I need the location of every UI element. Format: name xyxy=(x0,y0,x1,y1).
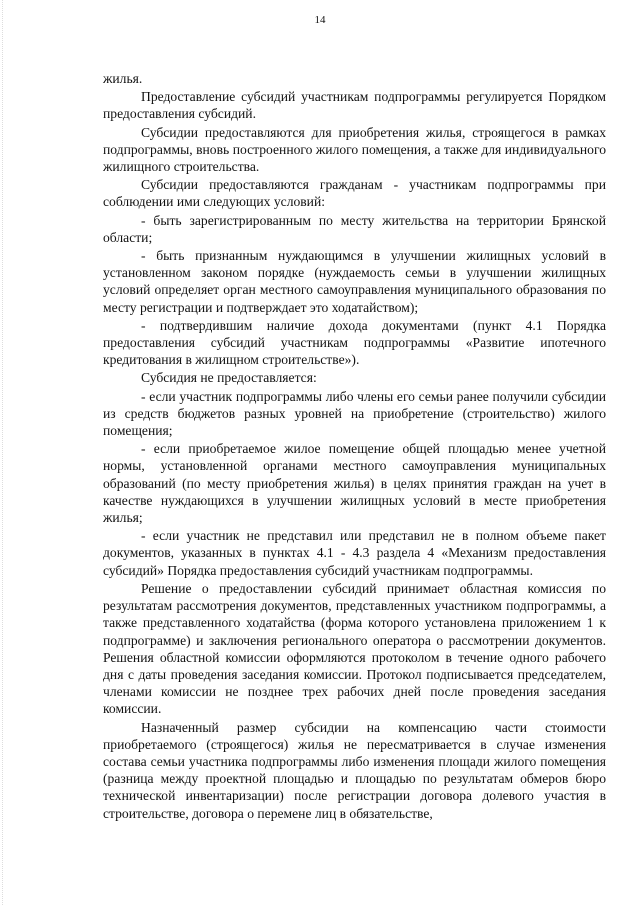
condition-registration: - быть зарегистрированным по месту жительства на территории Брянской области; xyxy=(103,212,606,245)
condition-housing-need: - быть признанным нуждающимся в улучшении жилищных условий в установленном законом порядке (нуждаемость семьи в улучшении жилищных условий определяет орган местного самоуправления муниципального образования по месту регистрации и подтверждает это ходатайством); xyxy=(103,248,606,315)
paragraph-continuation: жилья. xyxy=(103,71,143,86)
exclusion-documents: - если участник не представил или представил не в полном объеме пакет документов, указанных в пунктах 4.1 - 4.3 раздела 4 «Механизм предоставления субсидий» Порядка предоставления субсидий участникам подпрограммы. xyxy=(103,528,606,578)
scan-margin-artifact xyxy=(2,0,11,905)
paragraph-subsidy-purpose: Субсидии предоставляются для приобретения жилья, строящегося в рамках подпрограммы, вновь построенного жилого помещения, а также для индивидуального жилищного строительства. xyxy=(103,124,606,175)
paragraph-subsidy-amount: Назначенный размер субсидии на компенсацию части стоимости приобретаемого (строящегося) жилья не пересматривается в случае изменения состава семьи участника подпрограммы либо изменения площади жилого помещения (разница между проектной площадью и площадью по результатам обмеров бюро технической инвентаризации) после регистрации договора долевого участия в строительстве, договора о перемене лиц в обязательстве, xyxy=(103,719,606,821)
paragraph-exclusions-intro: Субсидия не предоставляется: xyxy=(141,370,317,386)
paragraph-conditions-intro: Субсидии предоставляются гражданам - участникам подпрограммы при соблюдении ими следующих условий: xyxy=(103,177,606,210)
condition-income: - подтвердившим наличие дохода документами (пункт 4.1 Порядка предоставления субсидий участникам подпрограммы «Развитие ипотечного кредитования в жилищном строительстве»). xyxy=(103,317,606,368)
paragraph-commission-decision: Решение о предоставлении субсидий принимает областная комиссия по результатам рассмотрения документов, представленных участником подпрограммы, а также представленного ходатайства (форма которого установлена приложением 1 к подпрограмме) и заключения регионального оператора о рассмотрении документов. Решения областной комиссии оформляются протоколом в течение одного рабочего дня с даты проведения заседания комиссии. Протокол подписывается председателем, членами комиссии не позднее трех рабочих дней после проведения заседания комиссии. xyxy=(103,580,606,717)
exclusion-area-norm: - если приобретаемое жилое помещение общей площадью менее учетной нормы, установленной органами местного самоуправления муниципальных образований (по месту приобретения жилья) в целях принятия граждан на учет в качестве нуждающихся в улучшении жилищных условий в месте приобретения жилья; xyxy=(103,441,606,526)
page-number: 14 xyxy=(314,14,326,26)
paragraph-regulation: Предоставление субсидий участникам подпрограммы регулируется Порядком предоставления субсидий. xyxy=(103,89,606,122)
exclusion-previous-subsidy: - если участник подпрограммы либо члены его семьи ранее получили субсидии из средств бюджетов разных уровней на приобретение (строительство) жилого помещения; xyxy=(103,388,606,439)
document-body xyxy=(103,70,606,823)
